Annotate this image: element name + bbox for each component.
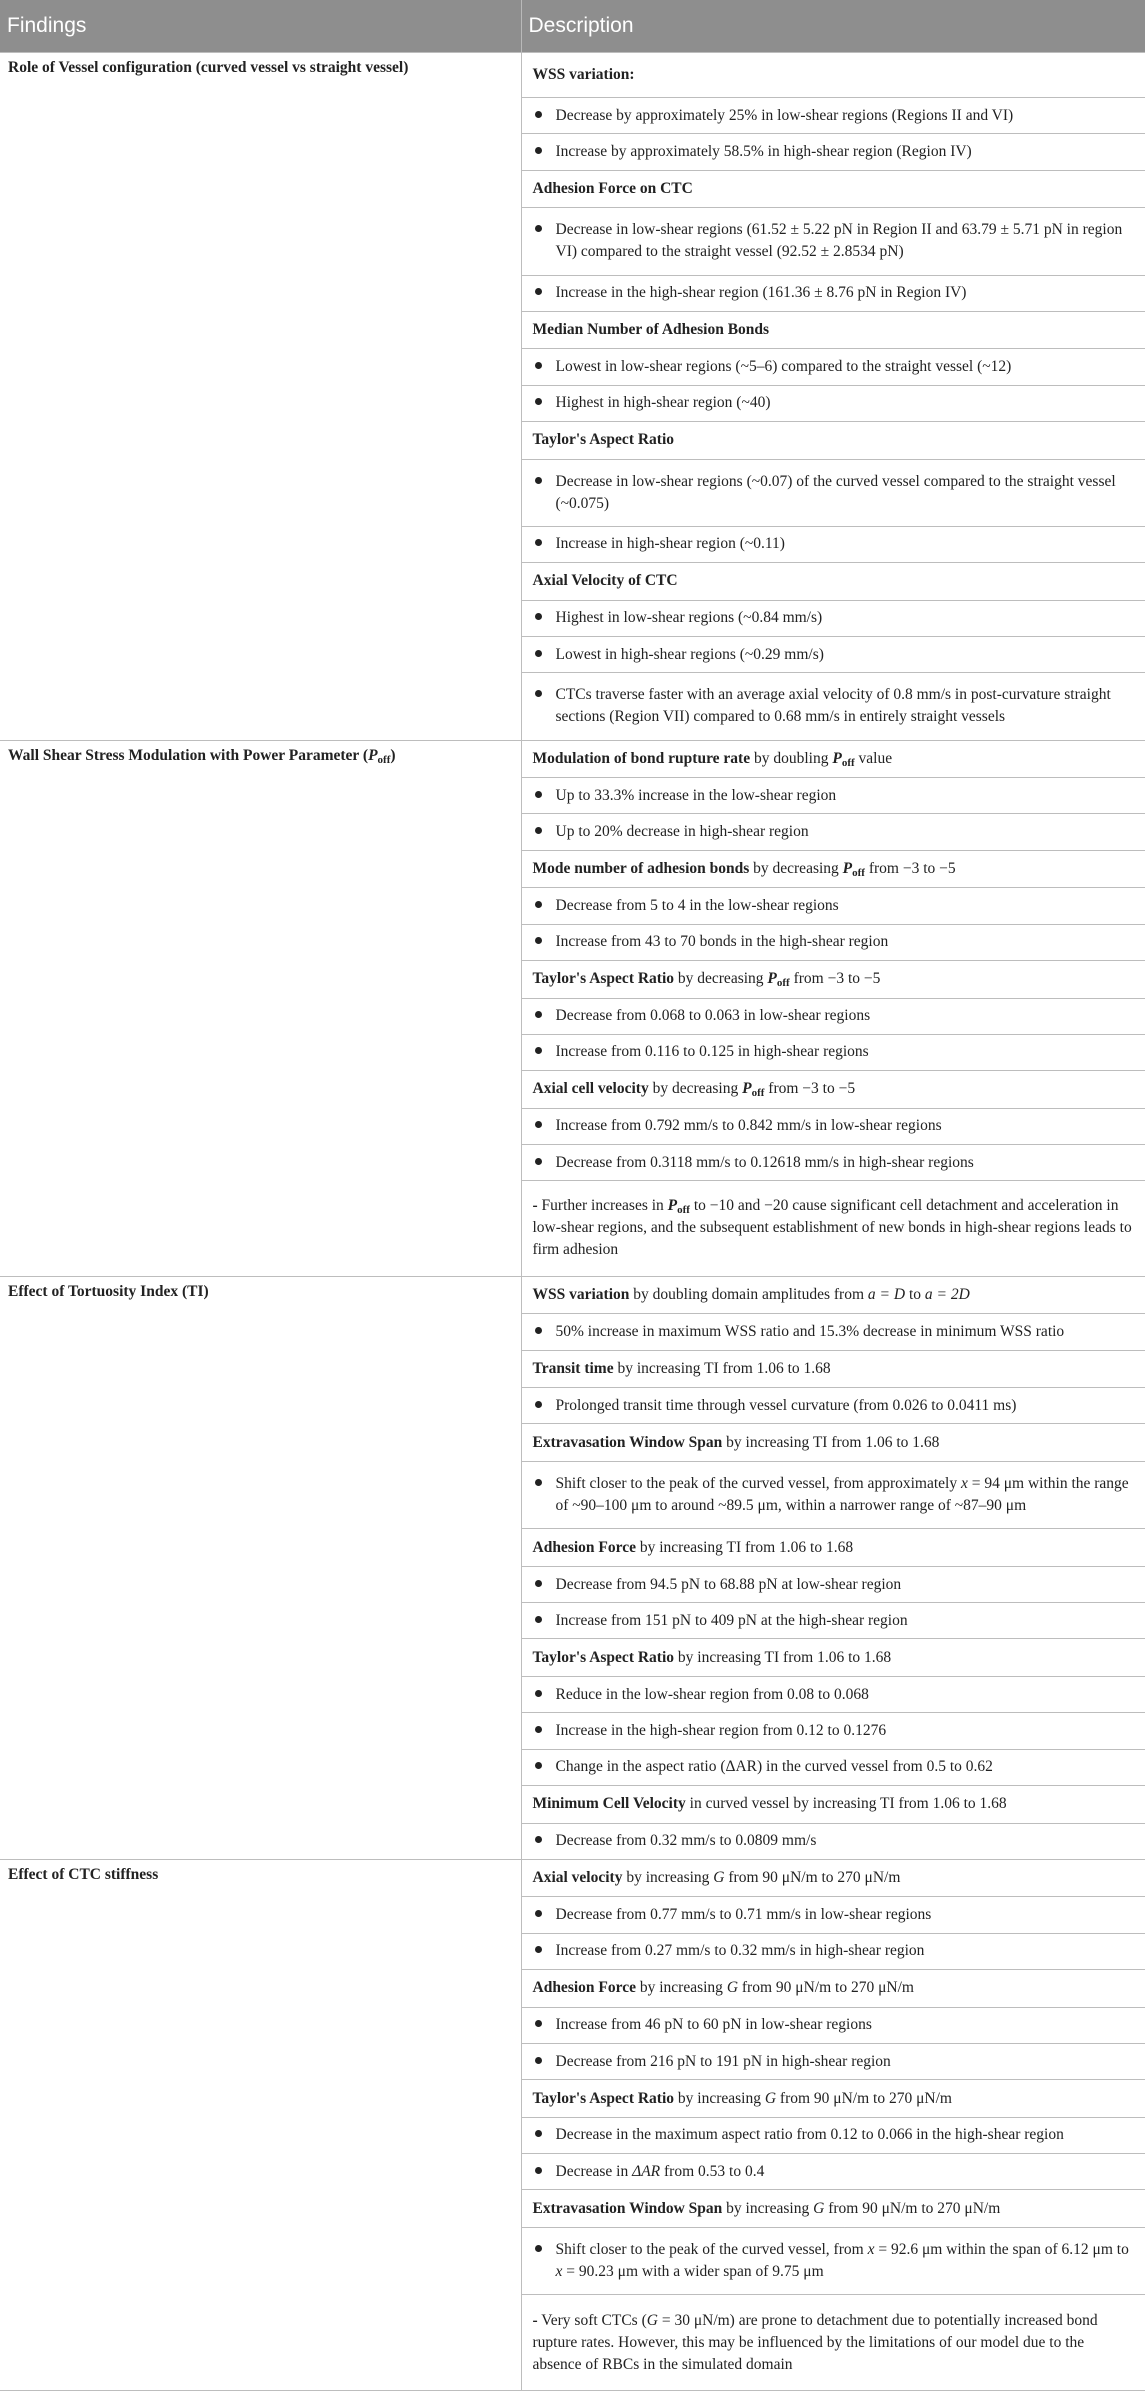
- description-text: CTCs traverse faster with an average axial velocity of 0.8 mm/s in post-curvature straight sections (Region VII) compared to 0.68 mm/s in entirely straight vessels: [555, 686, 1111, 726]
- symbol-subscript: off: [751, 1087, 765, 1100]
- subheading-cell: [521, 1424, 1145, 1462]
- table-header-row: [0, 0, 1145, 52]
- finding-cell: [0, 740, 521, 1276]
- bullet-dot: [535, 1011, 542, 1018]
- math-italic: G: [813, 2199, 825, 2217]
- bullet-cell: [521, 2117, 1145, 2153]
- description-text: Up to 20% decrease in high-shear region: [555, 823, 809, 841]
- subheading-bold: Axial Velocity of CTC: [532, 572, 678, 590]
- math-italic: x: [867, 2241, 875, 2259]
- description-text: Increase from 151 pN to 409 pN at the high-shear region: [555, 1611, 908, 1629]
- bullet-dot: [535, 288, 542, 295]
- subheading-bold: Axial velocity: [532, 1869, 623, 1887]
- subheading-bold: Minimum Cell Velocity: [532, 1795, 686, 1813]
- description-text-after: value: [854, 749, 893, 767]
- bullet-cell: [521, 924, 1145, 960]
- description-text: Reduce in the low-shear region from 0.08 to 0.068: [555, 1685, 869, 1703]
- bullet-cell: [521, 1034, 1145, 1070]
- findings-column-header: Findings: [0, 0, 521, 52]
- bullet-cell: [521, 1566, 1145, 1602]
- subheading-cell: [521, 960, 1145, 998]
- math-italic: G: [713, 1869, 725, 1887]
- description-text: Increase from 43 to 70 bonds in the high-shear region: [555, 933, 889, 951]
- finding-text: Role of Vessel configuration (curved vessel vs straight vessel): [8, 58, 409, 76]
- bullet-cell: [521, 459, 1145, 526]
- bullet-dot: [535, 1616, 542, 1623]
- bullet-dot: [535, 398, 542, 405]
- description-text: Increase from 0.116 to 0.125 in high-shear regions: [555, 1043, 869, 1061]
- math-italic: G: [646, 2311, 658, 2329]
- table-row: [0, 1859, 1145, 1897]
- description-text: by decreasing: [648, 1080, 743, 1098]
- bullet-dot: [535, 1910, 542, 1917]
- note-cell: [521, 1181, 1145, 1276]
- subheading-bold: WSS variation:: [532, 65, 635, 83]
- subheading-cell: [521, 422, 1145, 460]
- subheading-bold: Taylor's Aspect Ratio: [532, 970, 675, 988]
- subheading-cell: [521, 1785, 1145, 1823]
- bullet-dot: [535, 225, 542, 232]
- bullet-dot: [535, 1726, 542, 1733]
- description-text-mid: from 90 μN/m to 270 μN/m: [776, 2089, 952, 2107]
- bullet-cell: [521, 1462, 1145, 1529]
- subheading-bold: Adhesion Force on CTC: [532, 180, 693, 198]
- description-text: Decrease in low-shear regions (61.52 ± 5.22 pN in Region II and 63.79 ± 5.71 pN in region VI) compared to the straight vessel (92.52 ± 2.8534 pN): [555, 221, 1123, 261]
- bullet-cell: [521, 2043, 1145, 2079]
- description-text: by increasing TI from 1.06 to 1.68: [722, 1433, 940, 1451]
- finding-text: Effect of CTC stiffness: [8, 1865, 159, 1883]
- symbol-italic: P: [767, 970, 777, 988]
- bullet-dot: [535, 362, 542, 369]
- description-text: Decrease by approximately 25% in low-shear regions (Regions II and VI): [555, 106, 1014, 124]
- subheading-cell: [521, 170, 1145, 208]
- bullet-cell: [521, 1603, 1145, 1639]
- subheading-cell: [521, 1529, 1145, 1567]
- description-text-after: from −3 to −5: [764, 1080, 856, 1098]
- description-text-mid: = 94 μm within the range of ~90–100 μm to around ~89.5 μm, within a narrower range of ~87–90 μm: [555, 1475, 1129, 1515]
- description-text: Increase by approximately 58.5% in high-shear region (Region IV): [555, 143, 972, 161]
- bullet-cell: [521, 637, 1145, 673]
- bullet-dot: [535, 901, 542, 908]
- description-text: Lowest in low-shear regions (~5–6) compared to the straight vessel (~12): [555, 358, 1012, 376]
- subheading-cell: [521, 563, 1145, 601]
- subheading-cell: [521, 850, 1145, 888]
- bullet-dot: [535, 1327, 542, 1334]
- finding-text-end: ): [390, 746, 396, 764]
- note-cell: [521, 2295, 1145, 2391]
- bullet-dot: [535, 690, 542, 697]
- description-text: by doubling: [750, 749, 833, 767]
- bullet-dot: [535, 1946, 542, 1953]
- description-text: by increasing TI from 1.06 to 1.68: [613, 1359, 831, 1377]
- description-text: by increasing: [622, 1869, 714, 1887]
- description-text-tail: = 90.23 μm with a wider span of 9.75 μm: [562, 2263, 824, 2281]
- description-text: by doubling domain amplitudes from: [629, 1285, 868, 1303]
- subheading-bold: Taylor's Aspect Ratio: [532, 431, 675, 449]
- finding-cell: [0, 52, 521, 740]
- bullet-dot: [535, 937, 542, 944]
- description-text-after: to −10 and −20 cause significant cell detachment and acceleration in low-shear regions, and the subsequent establishment of new bonds in high-shear regions leads to firm adhesion: [532, 1197, 1132, 1259]
- symbol-italic: P: [667, 1197, 678, 1215]
- bullet-cell: [521, 349, 1145, 385]
- bullet-dot: [535, 111, 542, 118]
- description-text: Decrease from 0.77 mm/s to 0.71 mm/s in low-shear regions: [555, 1906, 932, 1924]
- bullet-dot: [535, 613, 542, 620]
- bullet-cell: [521, 778, 1145, 814]
- description-text: Up to 33.3% increase in the low-shear region: [555, 786, 837, 804]
- bullet-cell: [521, 98, 1145, 134]
- bullet-dot: [535, 2167, 542, 2174]
- description-text: Decrease from 94.5 pN to 68.88 pN at low-shear region: [555, 1575, 902, 1593]
- subheading-bold: Extravasation Window Span: [532, 2199, 723, 2217]
- bullet-dot: [535, 827, 542, 834]
- subheading-bold: -: [532, 2311, 538, 2329]
- description-text-mid: from 90 μN/m to 270 μN/m: [724, 1869, 901, 1887]
- subheading-cell: [521, 1350, 1145, 1388]
- bullet-cell: [521, 1677, 1145, 1713]
- description-text: Decrease in: [555, 2162, 633, 2180]
- subheading-bold: Mode number of adhesion bonds: [532, 860, 750, 877]
- bullet-dot: [535, 1047, 542, 1054]
- subheading-cell: [521, 1970, 1145, 2008]
- bullet-dot: [535, 2057, 542, 2064]
- subheading-bold: Adhesion Force: [532, 1979, 636, 1997]
- math-italic-2: x: [555, 2263, 563, 2281]
- bullet-cell: [521, 1713, 1145, 1749]
- description-text-after: from −3 to −5: [789, 970, 881, 988]
- finding-cell: [0, 1276, 521, 1859]
- description-text-after: from −3 to −5: [864, 860, 956, 877]
- symbol-subscript: off: [677, 1204, 690, 1217]
- bullet-cell: [521, 1933, 1145, 1969]
- symbol-italic: P: [742, 1080, 752, 1098]
- symbol-italic: P: [832, 749, 842, 767]
- bullet-dot: [535, 1580, 542, 1587]
- math-italic-2: a = 2D: [924, 1285, 970, 1303]
- subheading-bold: Transit time: [532, 1359, 614, 1377]
- description-text: Decrease from 5 to 4 in the low-shear regions: [555, 896, 839, 914]
- description-text: Increase from 0.792 mm/s to 0.842 mm/s in low-shear regions: [555, 1117, 942, 1135]
- finding-text: Effect of Tortuosity Index (TI): [8, 1282, 209, 1300]
- table-row: [0, 52, 1145, 98]
- bullet-dot: [535, 1836, 542, 1843]
- description-text: Decrease in low-shear regions (~0.07) of the curved vessel compared to the straight vessel (~0.075): [555, 472, 1116, 512]
- subheading-cell: [521, 2080, 1145, 2118]
- math-italic: G: [764, 2089, 777, 2107]
- description-text: Decrease from 0.068 to 0.063 in low-shear regions: [555, 1007, 871, 1025]
- description-text-mid: from 90 μN/m to 270 μN/m: [824, 2199, 1001, 2217]
- subheading-bold: -: [532, 1197, 538, 1215]
- bullet-cell: [521, 208, 1145, 275]
- bullet-cell: [521, 385, 1145, 421]
- bullet-cell: [521, 2007, 1145, 2043]
- description-text: by increasing: [674, 2089, 765, 2107]
- bullet-cell: [521, 673, 1145, 740]
- bullet-cell: [521, 2228, 1145, 2295]
- subheading-cell: [521, 1276, 1145, 1314]
- bullet-dot: [535, 539, 542, 546]
- math-italic: G: [726, 1979, 739, 1997]
- bullet-cell: [521, 134, 1145, 170]
- description-text: Shift closer to the peak of the curved vessel, from: [555, 2241, 868, 2259]
- bullet-cell: [521, 2154, 1145, 2190]
- subheading-cell: [521, 1639, 1145, 1677]
- description-text: Increase in high-shear region (~0.11): [555, 535, 785, 553]
- bullet-cell: [521, 526, 1145, 562]
- description-text: Decrease from 0.32 mm/s to 0.0809 mm/s: [555, 1832, 817, 1850]
- subheading-bold: Taylor's Aspect Ratio: [532, 1648, 675, 1666]
- description-text-mid: = 92.6 μm within the span of 6.12 μm to: [874, 2241, 1129, 2259]
- bullet-dot: [535, 1158, 542, 1165]
- description-text: Very soft CTCs (: [537, 2311, 647, 2329]
- symbol-subscript: off: [841, 756, 855, 769]
- subheading-cell: [521, 740, 1145, 778]
- description-text: in curved vessel by increasing TI from 1.06 to 1.68: [685, 1795, 1007, 1813]
- description-column-header: Description: [521, 0, 1145, 52]
- subheading-bold: Adhesion Force: [532, 1538, 636, 1556]
- bullet-dot: [535, 791, 542, 798]
- description-text: Increase in the high-shear region from 0.12 to 0.1276: [555, 1722, 887, 1740]
- subheading-bold: Taylor's Aspect Ratio: [532, 2089, 675, 2107]
- symbol-subscript: off: [852, 867, 865, 879]
- description-text: by increasing: [635, 1979, 727, 1997]
- table-row: [0, 1276, 1145, 1314]
- description-text: Decrease from 216 pN to 191 pN in high-shear region: [555, 2052, 891, 2070]
- subheading-bold: Axial cell velocity: [532, 1080, 649, 1098]
- description-text-mid: from 90 μN/m to 270 μN/m: [738, 1979, 914, 1997]
- subheading-cell: [521, 1071, 1145, 1109]
- bullet-dot: [535, 477, 542, 484]
- description-text: by decreasing: [674, 970, 768, 988]
- bullet-dot: [535, 1121, 542, 1128]
- math-italic: ΔAR: [632, 2162, 661, 2180]
- subheading-cell: [521, 52, 1145, 98]
- bullet-cell: [521, 1314, 1145, 1350]
- bullet-dot: [535, 2020, 542, 2027]
- bullet-cell: [521, 888, 1145, 924]
- finding-symbol: P: [368, 746, 378, 764]
- bullet-dot: [535, 1690, 542, 1697]
- description-text: Change in the aspect ratio (ΔAR) in the curved vessel from 0.5 to 0.62: [555, 1758, 993, 1776]
- subheading-cell: [521, 1859, 1145, 1897]
- description-text: 50% increase in maximum WSS ratio and 15.3% decrease in minimum WSS ratio: [555, 1322, 1065, 1340]
- math-italic: a = D: [867, 1285, 906, 1303]
- subheading-bold: Median Number of Adhesion Bonds: [532, 321, 770, 339]
- bullet-cell: [521, 1823, 1145, 1859]
- description-text: Decrease from 0.3118 mm/s to 0.12618 mm/s in high-shear regions: [555, 1153, 974, 1171]
- table-row: [0, 740, 1145, 778]
- bullet-dot: [535, 1401, 542, 1408]
- description-text: Shift closer to the peak of the curved vessel, from approximately: [555, 1475, 961, 1493]
- description-text: Increase from 0.27 mm/s to 0.32 mm/s in high-shear region: [555, 1942, 925, 1960]
- finding-cell: [0, 1859, 521, 2390]
- bullet-dot: [535, 650, 542, 657]
- description-text: by increasing: [722, 2199, 814, 2217]
- bullet-dot: [535, 1762, 542, 1769]
- subheading-bold: WSS variation: [532, 1285, 630, 1303]
- bullet-cell: [521, 600, 1145, 636]
- subheading-bold: Extravasation Window Span: [532, 1433, 723, 1451]
- description-text: Increase from 46 pN to 60 pN in low-shear regions: [555, 2016, 872, 2034]
- bullet-cell: [521, 1749, 1145, 1785]
- description-text-mid: from 0.53 to 0.4: [660, 2162, 765, 2180]
- description-text: Highest in high-shear region (~40): [555, 394, 771, 412]
- bullet-cell: [521, 998, 1145, 1034]
- math-italic: x: [960, 1475, 968, 1493]
- bullet-dot: [535, 2245, 542, 2252]
- finding-subscript: off: [377, 753, 391, 766]
- finding-text: Wall Shear Stress Modulation with Power Parameter (: [8, 746, 369, 764]
- subheading-cell: [521, 311, 1145, 349]
- description-text: Lowest in high-shear regions (~0.29 mm/s): [555, 645, 824, 663]
- description-text: Further increases in: [537, 1197, 668, 1215]
- description-text-mid: to: [905, 1285, 925, 1303]
- bullet-cell: [521, 1108, 1145, 1144]
- subheading-cell: [521, 2190, 1145, 2228]
- bullet-dot: [535, 147, 542, 154]
- bullet-cell: [521, 814, 1145, 850]
- description-text: Increase in the high-shear region (161.36 ± 8.76 pN in Region IV): [555, 284, 967, 302]
- bullet-cell: [521, 1388, 1145, 1424]
- description-text-mid: = 30 μN/m) are prone to detachment due to potentially increased bond rupture rates. However, this may be influenced by the limitations of our model due to the absence of RBCs in the simulated domain: [532, 2311, 1098, 2373]
- description-text: by increasing TI from 1.06 to 1.68: [635, 1538, 854, 1556]
- description-text: by increasing TI from 1.06 to 1.68: [674, 1648, 892, 1666]
- description-text: Highest in low-shear regions (~0.84 mm/s): [555, 609, 823, 627]
- description-text: Decrease in the maximum aspect ratio from 0.12 to 0.066 in the high-shear region: [555, 2126, 1064, 2144]
- symbol-subscript: off: [776, 977, 790, 990]
- symbol-italic: P: [842, 860, 853, 877]
- bullet-dot: [535, 2130, 542, 2137]
- description-text: Prolonged transit time through vessel curvature (from 0.026 to 0.0411 ms): [555, 1396, 1017, 1414]
- bullet-cell: [521, 1897, 1145, 1933]
- bullet-dot: [535, 1479, 542, 1486]
- subheading-bold: Modulation of bond rupture rate: [532, 749, 751, 767]
- table-body: [0, 52, 1145, 2391]
- bullet-cell: [521, 1144, 1145, 1180]
- description-text: by decreasing: [749, 860, 843, 877]
- bullet-cell: [521, 275, 1145, 311]
